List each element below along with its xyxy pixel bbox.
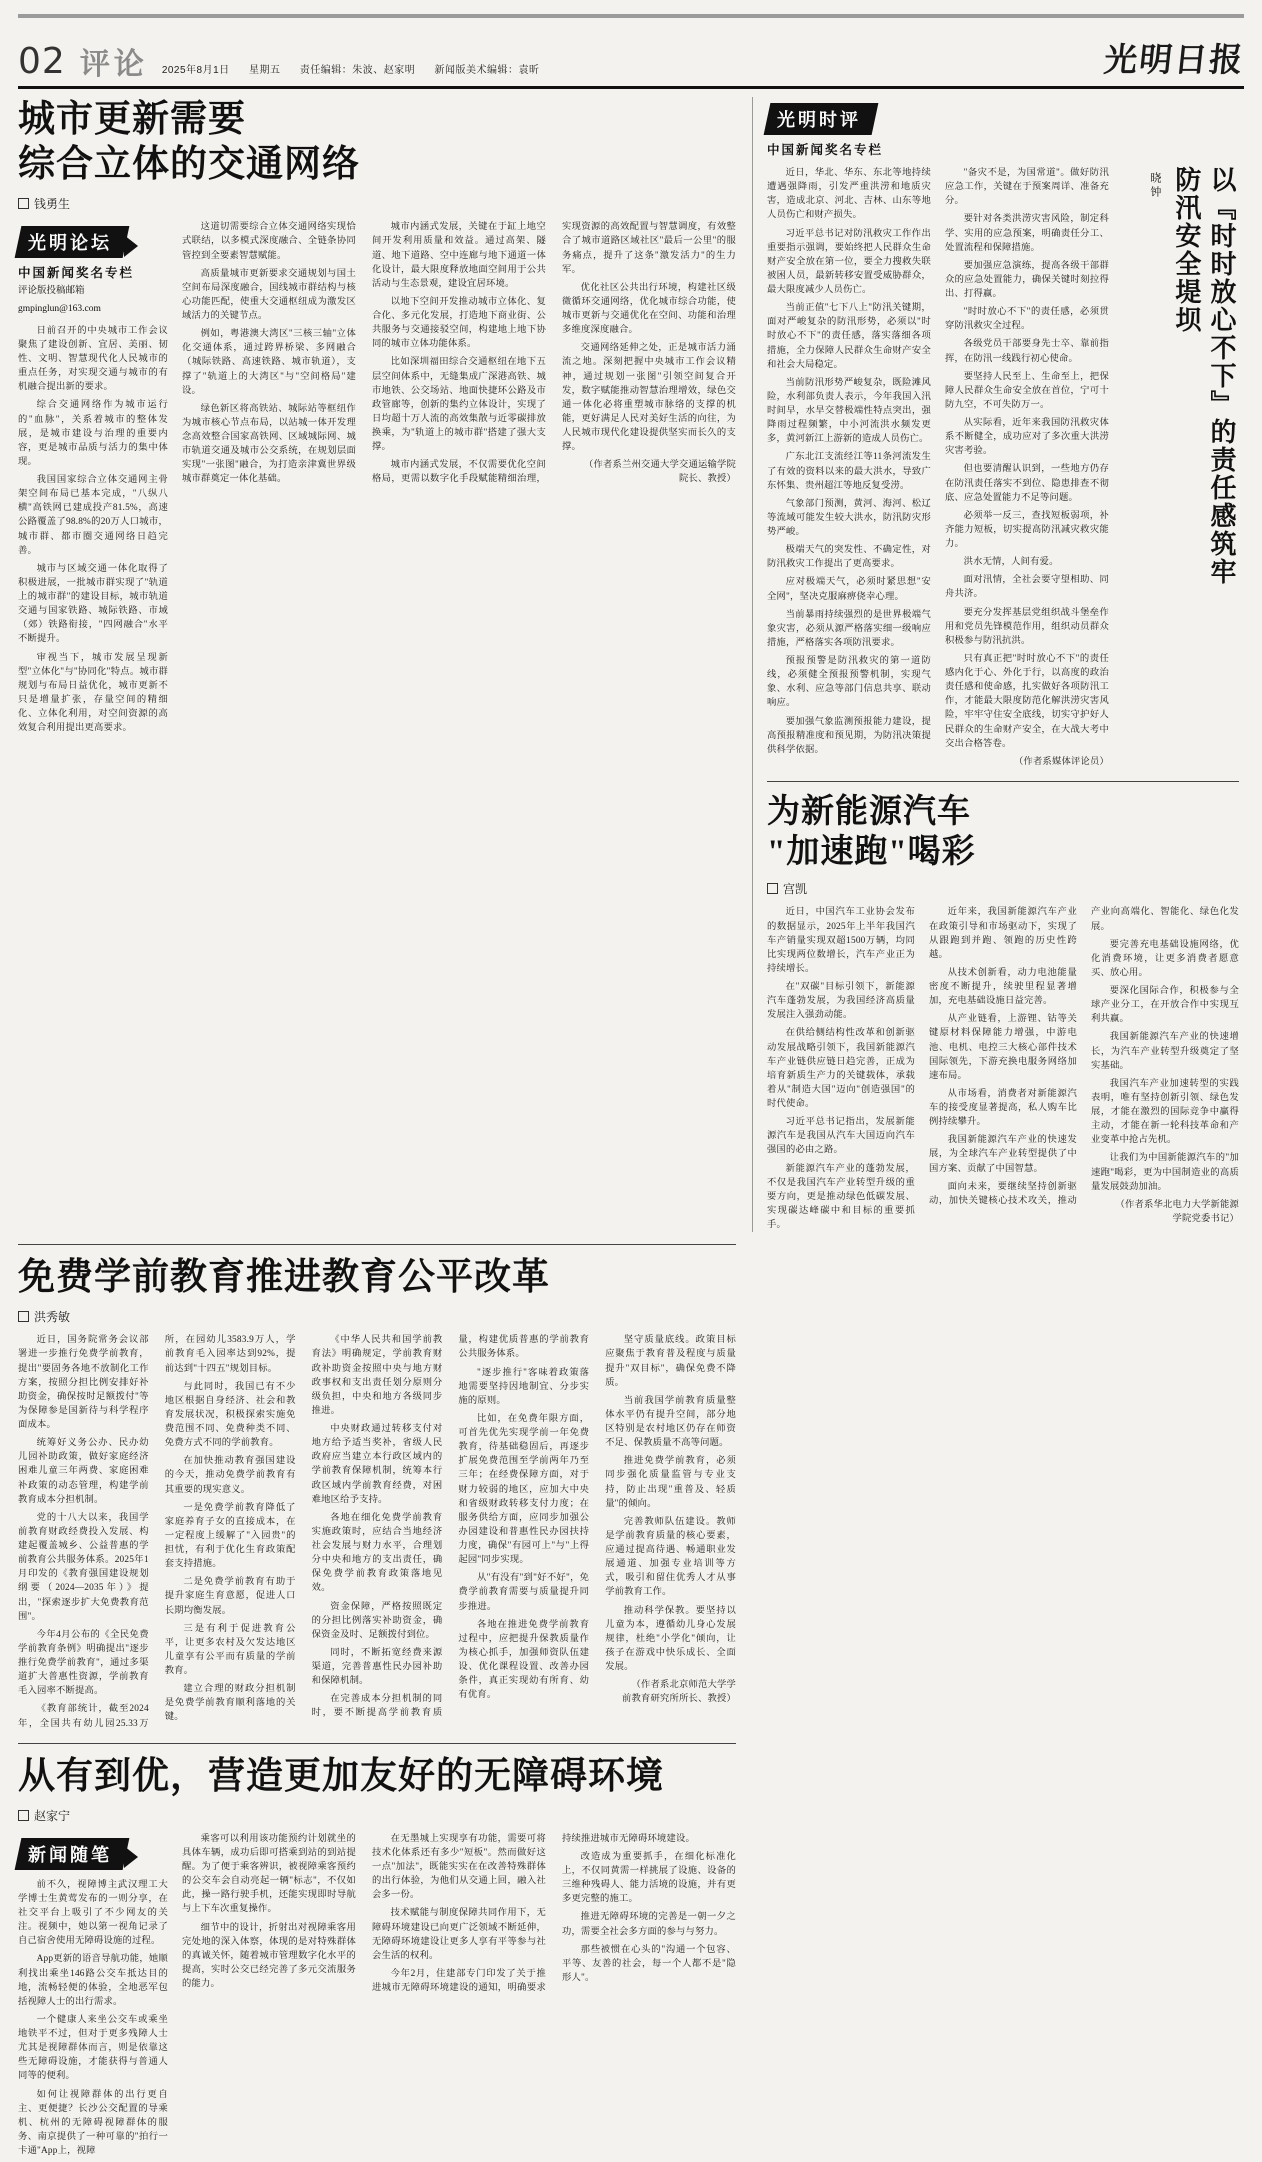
submission-email[interactable]: gmpinglun@163.com bbox=[18, 303, 101, 314]
article-signature: （作者系北京师范大学学前教育研究所所长、教授） bbox=[622, 1680, 736, 1705]
page-title: 城市更新需要 综合立体的交通网络 bbox=[18, 99, 360, 186]
author-name: 宫凯 bbox=[783, 882, 808, 897]
art-editor: 新闻版美术编辑：袁昕 bbox=[434, 65, 540, 76]
column-badge-guangming-forum: 光明论坛 中国新闻奖名专栏 评论版投稿邮箱 gmpinglun@163.com 日前召开的中央城市工作会议聚焦了建设创新、宜居、美丽、韧性、文明、智慧现代化人民城市的重点任务，对实现交通与城市的有机融合提出新的要求。 综合交通网络作为城市运行的"血脉"，关系着城市的整体发展，是城市建设与治理的重要内容，更是城市品质与活力的集中体现。 我国国家综合立体交通网主骨架空间布局已基本完成，"八纵八横"高铁网已建成投产81.5%，高速公路覆盖了98.8%的20万人口城市，城市群、都市圈交通网络日趋完善。 城市与区域交通一体化取得了积极进展，一批城市群实现了"轨道上的城市群"的建设目标，城市轨道交通与国家铁路、城际铁路、市域（郊）铁路衔接，"四网融合"水平不断提升。 审视当下，城市发展呈现新型"立体化"与"协同化"特点。城市群规划与布局日益优化，城市更新不只是增量扩张，存量空间的精细化、立体化利用，对空间资源的高效复合利用提出更高要求。 bbox=[18, 220, 168, 739]
article-signature: （作者系华北电力大学新能源学院党委书记） bbox=[1115, 1199, 1239, 1224]
article-flood-control: 光明时评 中国新闻奖名专栏 近日，华北、华东、东北等地持续遭遇强降雨，引发严重洪涝和地质灾害，造成北京、河北、吉林、山东等地人员伤亡和财产损失。 习近平总书记对防汛救灾工作作出重要指示强调，要始终把人民群众生命财产安全放在第一位，要全力搜救失联被困人员，最新转移安置受威胁群众，最大限度减少人员伤亡。 当前正值"七下八上"防汛关键期，面对严峻复杂的防汛形势，必须以"时时放心不下"的责任感，落实落细各项措施，全力保障人民群众生命财产安全和社会大局稳定。 当前防汛形势严峻复杂，既险滩风险，水利部负责人表示，今年我国入汛时间早，水旱交替极端性特点突出，强降雨过程频繁，中小河流洪水频发更多，黄河新江上游新的造成人员伤亡。 广东北江支流经江等11条河流发生了有效的资料以来的最大洪水，导致广东怀集、贵州超江等地反复受涝。 气象部门预测，黄河、海河、松辽等流域可能发生较大洪水，防汛防灾形势严峻。 极端天气的突发性、不确定性，对防汛救灾工作提出了更高要求。 应对极端天气，必须时紧思想"安全网"，坚决克服麻痹侥幸心理。 当前暴雨持续强烈的是世界极端气象灾害，必须从源严格落实细一级响应措施，严格落实各项防汛要求。 预报预警是防汛救灾的第一道防线，必须健全预报预警机制，实现气象、水利、应急等部门信息共享、联动响应。 要加强气象监测预报能力建设，提高预报精准度和预见期，为防汛决策提供科学依据。 "备灾不是，为国常道"。做好防汛应急工作，关键在于预案周详、准备充分。 要针对各类洪涝灾害风险，制定科学、实用的应急预案，明确责任分工、处置流程和保障措施。 要加强应急演练，提高各级干部群众的应急处置能力，确保关键时刻拉得出、打得赢。 "时时放心不下"的责任感，必须贯穿防汛救灾全过程。 各级党员干部要身先士卒、靠前指挥，在防汛一线践行初心使命。 要坚持人民至上、生命至上，把保障人民群众生命安全放在首位，宁可十防九空，不可失防万一。 从实际看，近年来我国防汛救灾体系不断健全，成功应对了多次重大洪涝灾害考验。 但也要清醒认识到，一些地方仍存在防汛责任落实不到位、隐患排查不彻底、应急处置能力不足等问题。 必须举一反三，查找短板弱项，补齐能力短板，切实提高防汛减灾救灾能力。 洪水无情，人间有爱。 面对汛情，全社会要守望相助、同舟共济。 要充分发挥基层党组织战斗堡垒作用和党员先锋模范作用，组织动员群众积极参与防汛抗洪。 只有真正把"时时放心不下"的责任感内化于心、外化于行，以高度的政治责任感和使命感，扎实做好各项防汛工作，才能最大限度防范化解洪涝灾害风险，牢牢守住安全底线，切实守护好人民群众的生命财产安全，在大战大考中交出合格答卷。 （作者系媒体评论员） 以『时时放心不下』的责任感筑牢防汛安全堤坝 晓钟 为新能源汽车 "加速跑"喝彩 宫凯 近日，中国汽车工业协会发布的数据显示，2025年上半年我国汽车产销量实现双超1500万辆，均同比实现两位数增长，汽车产业正为持续增长。 在"双碳"目标引领下，新能源汽车蓬勃发展，为我国经济高质量发展注入强劲动能。 在供给侧结构性改革和创新驱动发展战略引领下，我国新能源汽车产业链供应链日趋完善，正成为培育新质生产力的关键载体，承载着从"制造大国"迈向"创造强国"的时代使命。 习近平总书记指出，发展新能源汽车是我国从汽车大国迈向汽车强国的必由之路。 新能源汽车产业的蓬勃发展，不仅是我国汽车产业转型升级的重要方向，更是推动绿色低碳发展、实现碳达峰碳中和目标的重要抓手。 近年来，我国新能源汽车产业在政策引导和市场驱动下，实现了从跟跑到并跑、领跑的历史性跨越。 从技术创新看，动力电池能量密度不断提升，续驶里程显著增加，充电基础设施日益完善。 从产业链看，上游锂、钴等关键原材料保障能力增强，中游电池、电机、电控三大核心部件技术国际领先，下游充换电服务网络加速布局。 从市场看，消费者对新能源汽车的接受度显著提高，私人购车比例持续攀升。 我国新能源汽车产业的快速发展，为全球汽车产业转型提供了中国方案、贡献了中国智慧。 面向未来，要继续坚持创新驱动，加快关键核心技术攻关，推动产业向高端化、智能化、绿色化发展。 要完善充电基础设施网络，优化消费环境，让更多消费者愿意买、放心用。 要深化国际合作，积极参与全球产业分工，在开放合作中实现互利共赢。 我国新能源汽车产业的快速增长，为汽车产业转型升级奠定了坚实基础。 我国汽车产业加速转型的实践表明，唯有坚持创新引领、绿色发展，才能在激烈的国际竞争中赢得主动，才能在新一轮科技革命和产业变革中抢占先机。 让我们为中国新能源汽车的"加速跑"喝彩，更为中国制造业的高质量发展鼓劲加油。 （作者系华北电力大学新能源学院党委书记） bbox=[752, 97, 1239, 1232]
page-title: 免费学前教育推进教育公平改革 bbox=[18, 1257, 550, 1299]
vertical-headline: 以『时时放心不下』的责任感筑牢防汛安全堤坝 bbox=[1171, 166, 1236, 586]
top-rule bbox=[18, 14, 1244, 18]
article-signature: （作者系兰州交通大学交通运输学院院长、教授） bbox=[584, 460, 736, 485]
article-barrier-free: 从有到优，营造更加友好的无障碍环境 赵家宁 新闻随笔 前不久，视障博主武汉理工大学博士生黄莺发布的一则分享，在社交平台上吸引了不少网友的关注。视频中，她以第一视角记录了自己宿舍使用无障碍设施的过程。 App更新的语音导航功能，她顺利找出乘坐146路公交车抵达目的地，流畅轻便的体验，全地恶军包括视障人士的出行需求。 一个健康人来坐公交车或乘坐地铁平不过，但对于更多残障人士尤其是视障群体而言，则是依靠这些无障碍设施，才能获得与普通人同等的便利。 如何让视障群体的出行更自主、更便捷？长沙公交配置的导乘机、杭州的无障碍视障群体的服务、南京提供了一种可靠的"拍行一卡通"App上，视障 乘客可以利用该功能预约计划就坐的具体车辆，成功后即可搭乘到站的到站提醒。为了便于乘客辨识，被视障乘客预约的公交车会自动亮起一辆"标志"，不仅如此，操一路行驶手机，还能实现即时导航与上下车次重复操作。 细节中的设计，折射出对视障乘客用完处地的深入体察，体现的是对特殊群体的真诚关怀，随着城市管理数字化水平的提高，实时公交已经完善了多元交流服务的能力。 在无墨城上实现享有功能，需要可将技术化体系还有多少"短板"。然而做好这一点"加法"，既能实实在在改善特殊群体的出行体验，为他们从交通上回，融入社会多一份。 技术赋能与制度保障共同作用下，无障碍环境建设已向更广泛领域不断延伸，无障碍环境建设让更多人享有平等参与社会生活的权利。 今年2月，住建部专门印发了关于推进城市无障碍环境建设的通知，明确要求持续推进城市无障碍环境建设。 改造成为重要抓手，在细化标准化上，不仅同黄需一样挑展了设施、设备的三维种残碍人、能力活境的设施，并有更多更完整的施工。 推进无障碍环境的完善是一朝一夕之功，需要全社会多方面的参与与努力。 那些被惯在心头的"沟通一个包容、平等、友善的社会，每一个人都不是"隐形人"。 bbox=[18, 1743, 736, 2162]
author-name: 钱勇生 bbox=[34, 197, 71, 212]
badge-subtitle: 中国新闻奖名专栏 bbox=[18, 266, 135, 281]
article-free-preschool: 免费学前教育推进教育公平改革 洪秀敏 近日，国务院常务会议部署进一步推行免费学前教育，提出"要固务各地不放制化工作方案，按照分担比例安排好补助资金，确保按时足额拨付"等为保障参是国新待与科学程序面成本。 统筹好义务公办、民办幼儿园补助政策，做好家庭经济困难儿童三年两费、家庭困难补政策的动态管理，构建学前教育成本分担机制。 党的十八大以来，我国学前教育财政经费投入发展、构建起覆盖城乡、公益普惠的学前教育公共服务体系。2025年1月印发的《教育强国建设规划纲要（2024—2035年）》提出，"探索逐步扩大免费教育范围"。 今年4月公布的《全民免费学前教育条例》明确提出"逐步推行免费学前教育"，通过多渠道扩大普惠性资源，学前教育毛入园率不断提高。 《教育部统计，截至2024年，全国共有幼儿园25.33万所，在园幼儿3583.9万人，学前教育毛入园率达到92%，提前达到"十四五"规划目标。 与此同时，我国已有不少地区根据自身经济、社会和教育发展状况，积极探索实施免费范围不同、免费种类不同、免费方式不同的学前教育。 在加快推动教育强国建设的今天，推动免费学前教育有其重要的现实意义。 一是免费学前教育降低了家庭养育子女的直接成本，在一定程度上缓解了"入园贵"的担忧，有利于优化生育政策配套支持措施。 二是免费学前教育有助于提升家庭生育意愿，促进人口长期均衡发展。 三是有利于促进教育公平，让更多农村及欠发达地区儿童享有公平而有质量的学前教育。 建立合理的财政分担机制是免费学前教育顺利落地的关键。 《中华人民共和国学前教育法》明确规定，学前教育财政补助资金按照中央与地方财政事权和支出责任划分原则分级负担，中央和地方各级同步推进。 中央财政通过转移支付对地方给予适当奖补，省级人民政府应当建立本行政区域内的学前教育保障机制，统筹本行政区域内学前教育经费，对困难地区给予支持。 各地在细化免费学前教育实施政策时，应结合当地经济社会发展与财力水平，合理划分中央和地方的支出责任，确保免费学前教育政策落地见效。 资金保障，严格按照既定的分担比例落实补助资金，确保资金及时、足额拨付到位。 同时，不断拓宽经费来源渠道，完善普惠性民办园补助和保障机制。 在完善成本分担机制的同时，要不断提高学前教育质量，构建优质普惠的学前教育公共服务体系。 "逐步推行"客味着政策落地需要坚持因地制宜、分步实施的原则。 比如，在免费年限方面，可首先优先实现学前一年免费教育，待基础稳固后，再逐步扩展免费范围至学前两年乃至三年；在经费保障方面，对于财力较弱的地区，应加大中央和省级财政转移支付力度；在服务供给方面，应同步加强公办园建设和普惠性民办园扶持力度，确保"有园可上"与"上得起园"同步实现。 从"有没有"到"好不好"，免费学前教育需要与质量提升同步推进。 各地在推进免费学前教育过程中，应把提升保教质量作为核心抓手，加强师资队伍建设、优化课程设置、改善办园条件，真正实现幼有所育、幼有优育。 坚守质量底线。政策目标应聚焦于教育普及程度与质量提升"双目标"，确保免费不降质。 当前我国学前教育质量整体水平仍有提升空间，部分地区特别是农村地区仍存在师资不足、保教质量不高等问题。 推进免费学前教育，必须同步强化质量监管与专业支持，防止出现"重普及、轻质量"的倾向。 完善教师队伍建设。教师是学前教育质量的核心要素，应通过提高待遇、畅通职业发展通道、加强专业培训等方式，吸引和留住优秀人才从事学前教育工作。 推动科学保教。要坚持以儿童为本，遵循幼儿身心发展规律，杜绝"小学化"倾向，让孩子在游戏中快乐成长、全面发展。 （作者系北京师范大学学前教育研究所所长、教授） bbox=[18, 1244, 736, 1731]
badge-ribbon: 光明时评 bbox=[764, 103, 879, 135]
article-city-renewal: 城市更新需要 综合立体的交通网络 钱勇生 光明论坛 中国新闻奖名专栏 评论版投稿邮箱 gmpinglun@163.com 日前召开的中央城市工作会议聚焦了建设创新、宜居、美丽、韧性、文明、智慧现代化人民城市的重点任务，对实现交通与城市的有机融合提出新的要求。 综合交通网络作为城市运行的"血脉"，关系着城市的整体发展，是城市建设与治理的重要内容，更是城市品质与活力的集中体现。 我国国家综合立体交通网主骨架空间布局已基本完成，"八纵八横"高铁网已建成投产81.5%，高速公路覆盖了98.8%的20万人口城市，城市群、都市圈交通网络日趋完善。 城市与区域交通一体化取得了积极进展，一批城市群实现了"轨道上的城市群"的建设目标，城市轨道交通与国家铁路、城际铁路、市域（郊）铁路衔接，"四网融合"水平不断提升。 审视当下，城市发展呈现新型"立体化"与"协同化"特点。城市群规划与布局日益优化，城市更新不只是增量扩张，存量空间的精细化、立体化利用，对空间资源的高效复合利用提出更高要求。 这道切需要综合立体交通网络实现恰式联结，以多模式深度融合、全链条协同管控到全要素智慧赋能。 高质量城市更新要求交通规划与国土空间布局深度融合，国线城市群结构与核心功能匹配，使重大交通枢纽成为激发区域活力的关键节点。 例如，粤港澳大湾区"三核三轴"立体化交通体系，通过跨界桥梁、多网融合（城际铁路、高速铁路、城市轨道），支撑了"轨道上的大湾区"与"空间格局"建设。 绿色新区将高铁站、城际站等框纽作为城市核心节点布局，以站城一体开发理念高效整合国家高铁网、区域城际网、城市轨道交通及城市公交系统，在规划层面实现"一张图"融合，为打造亲津冀世界级城市群奠定一体化基础。 城市内涵式发展，关键在于缸上地空间开发利用质量和效益。通过高架、隧道、地下道路、空中连廊与地下通道一体化设计，最大限度释放地面空间用于公共活动与生态景观，建设宜居环境。 以地下空间开发推动城市立体化、复合化、多元化发展，打造地下商业街、公共服务与交通接驳空间，构建地上地下协同的城市立体功能体系。 比如深圳福田综合交通枢纽在地下五层空间体系中，无缝集成广深港高铁、城市地铁、公交场站、地面快捷环公路及市政管廊等，创新的集约立体设计，实现了日均超十万人流的高效集散与近零碳排放换乘，为"轨道上的城市群"搭建了强大支撑。 城市内涵式发展，不仅需要优化空间格局，更需以数字化手段赋能精细治理，实现资源的高效配置与智慧调度，有效整合了城市道路区域社区"最后一公里"的服务痛点，提升了这条"激发活力"的生力军。 优化社区公共出行环境，构建社区级微循环交通网络，优化城市综合功能，使城市更新与交通优化在空间、功能和治理多维度深度融合。 交通网络延伸之处，正是城市活力涌流之地。深刻把握中央城市工作会议精神，通过规划一张图"引领空间复合开发，数字赋能推动智慧治理增效，绿色交通一体化必将重塑城市脉络的支撑的机能，更好满足人民对美好生活的向往，为人民城市现代化建设提供坚实而长久的支撑。 （作者系兰州交通大学交通运输学院院长、教授） bbox=[18, 97, 736, 739]
page-title: 从有到优，营造更加友好的无障碍环境 bbox=[18, 1755, 664, 1797]
badge-ribbon: 光明论坛 bbox=[15, 226, 130, 258]
responsible-editor: 责任编辑：朱波、赵家明 bbox=[299, 65, 416, 76]
section-name: 评论 bbox=[79, 48, 148, 81]
badge-ribbon: 新闻随笔 bbox=[15, 1838, 130, 1870]
newspaper-brand: 光明日报 bbox=[1102, 43, 1247, 79]
column-badge-news-essay: 新闻随笔 前不久，视障博主武汉理工大学博士生黄莺发布的一则分享，在社交平台上吸引了不少网友的关注。视频中，她以第一视角记录了自己宿舍使用无障碍设施的过程。 App更新的语音导航功能，她顺利找出乘坐146路公交车抵达目的地，流畅轻便的体验，全地恶军包括视障人士的出行需求。 一个健康人来坐公交车或乘坐地铁平不过，但对于更多残障人士尤其是视障群体而言，则是依靠这些无障碍设施，才能获得与普通人同等的便利。 如何让视障群体的出行更自主、更便捷？长沙公交配置的导乘机、杭州的无障碍视障群体的服务、南京提供了一种可靠的"拍行一卡通"App上，视障 bbox=[18, 1832, 168, 2162]
divider bbox=[767, 781, 1239, 782]
byline bbox=[18, 1807, 736, 1824]
byline bbox=[18, 195, 736, 212]
publish-date: 2025年8月1日 bbox=[161, 65, 230, 76]
weekday: 星期五 bbox=[248, 65, 281, 76]
author-name: 晓钟 bbox=[1148, 172, 1161, 200]
byline-marker bbox=[18, 1810, 29, 1821]
divider bbox=[18, 1743, 736, 1744]
badge-subtitle: 中国新闻奖名专栏 bbox=[767, 143, 884, 157]
divider bbox=[18, 1244, 736, 1245]
article-new-energy-vehicles: 为新能源汽车 "加速跑"喝彩 宫凯 近日，中国汽车工业协会发布的数据显示，2025年上半年我国汽车产销量实现双超1500万辆，均同比实现两位数增长，汽车产业正为持续增长。 在"双碳"目标引领下，新能源汽车蓬勃发展，为我国经济高质量发展注入强劲动能。 在供给侧结构性改革和创新驱动发展战略引领下，我国新能源汽车产业链供应链日趋完善，正成为培育新质生产力的关键载体，承载着从"制造大国"迈向"创造强国"的时代使命。 习近平总书记指出，发展新能源汽车是我国从汽车大国迈向汽车强国的必由之路。 新能源汽车产业的蓬勃发展，不仅是我国汽车产业转型升级的重要方向，更是推动绿色低碳发展、实现碳达峰碳中和目标的重要抓手。 近年来，我国新能源汽车产业在政策引导和市场驱动下，实现了从跟跑到并跑、领跑的历史性跨越。 从技术创新看，动力电池能量密度不断提升，续驶里程显著增加，充电基础设施日益完善。 从产业链看，上游锂、钴等关键原材料保障能力增强，中游电池、电机、电控三大核心部件技术国际领先，下游充换电服务网络加速布局。 从市场看，消费者对新能源汽车的接受度显著提高，私人购车比例持续攀升。 我国新能源汽车产业的快速发展，为全球汽车产业转型提供了中国方案、贡献了中国智慧。 面向未来，要继续坚持创新驱动，加快关键核心技术攻关，推动产业向高端化、智能化、绿色化发展。 要完善充电基础设施网络，优化消费环境，让更多消费者愿意买、放心用。 要深化国际合作，积极参与全球产业分工，在开放合作中实现互利共赢。 我国新能源汽车产业的快速增长，为汽车产业转型升级奠定了坚实基础。 我国汽车产业加速转型的实践表明，唯有坚持创新引领、绿色发展，才能在激烈的国际竞争中赢得主动，才能在新一轮科技革命和产业变革中抢占先机。 让我们为中国新能源汽车的"加速跑"喝彩，更为中国制造业的高质量发展鼓劲加油。 （作者系华北电力大学新能源学院党委书记） bbox=[767, 793, 1239, 1230]
author-name: 洪秀敏 bbox=[34, 1310, 71, 1325]
masthead-meta bbox=[162, 66, 556, 76]
byline-marker bbox=[18, 198, 29, 209]
byline-marker bbox=[767, 883, 778, 894]
column-badge-guangming-commentary bbox=[767, 103, 1239, 158]
masthead bbox=[18, 26, 1247, 89]
author-name: 赵家宁 bbox=[34, 1808, 71, 1823]
byline-marker bbox=[18, 1311, 29, 1322]
byline bbox=[767, 880, 1239, 897]
page-body bbox=[18, 97, 1244, 2162]
byline bbox=[18, 1308, 736, 1325]
submission-label: 评论版投稿邮箱 bbox=[18, 286, 85, 297]
article-signature: （作者系媒体评论员） bbox=[1014, 756, 1109, 767]
page-title: 为新能源汽车 "加速跑"喝彩 bbox=[767, 793, 976, 871]
page-number: 02 bbox=[18, 41, 66, 82]
